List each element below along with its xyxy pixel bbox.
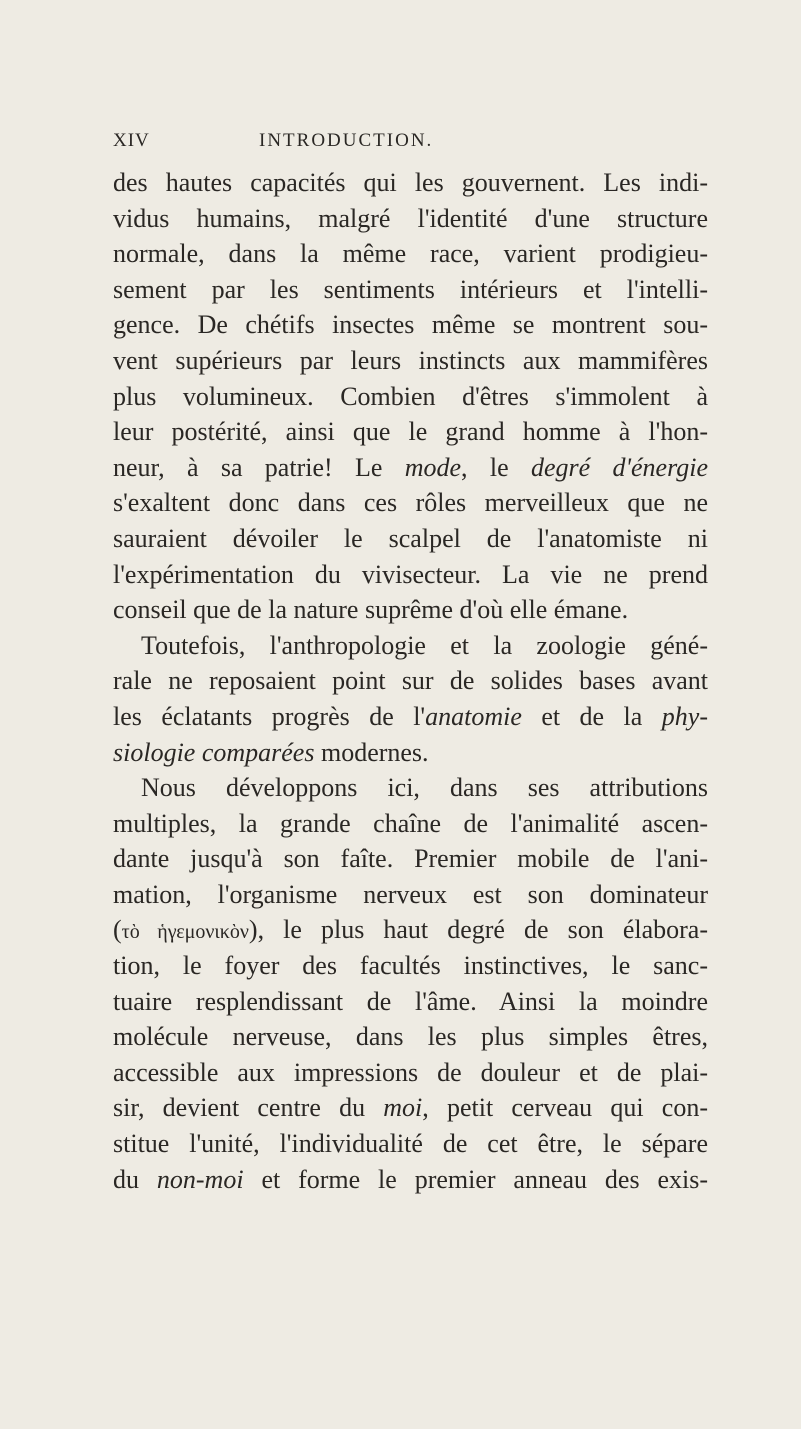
italic-term: moi	[383, 1093, 423, 1123]
text-line: normale, dans la même race, varient prodigieu-	[113, 239, 708, 269]
italic-term: mode	[404, 452, 462, 482]
italic-term: non-moi	[156, 1164, 244, 1194]
text-line: les éclatants progrès de l'anatomie et de la phy-	[113, 701, 708, 731]
text-line: conseil que de la nature suprême d'où elle émane.	[113, 595, 629, 625]
text-line: (τὸ ἡγεμονικὸν), le plus haut degré de son élabora-	[113, 915, 708, 945]
text-line: plus volumineux. Combien d'êtres s'immolent à	[113, 381, 708, 411]
text-line: sauraient dévoiler le scalpel de l'anatomiste ni	[113, 523, 708, 553]
italic-term: siologie comparées	[113, 737, 315, 767]
text-line: dante jusqu'à son faîte. Premier mobile de l'ani-	[113, 844, 708, 874]
text-line: vent supérieurs par leurs instincts aux mammifères	[113, 345, 708, 375]
body-text	[113, 165, 708, 1197]
text-line: mation, l'organisme nerveux est son dominateur	[113, 879, 708, 909]
text-line: stitue l'unité, l'individualité de cet être, le sépare	[113, 1129, 708, 1159]
text-line: des hautes capacités qui les gouvernent. Les indi-	[113, 168, 708, 197]
text-line: tion, le foyer des facultés instinctives, le sanc-	[113, 951, 708, 981]
text-line: gence. De chétifs insectes même se montrent sou-	[113, 310, 708, 340]
italic-term: anatomie	[425, 701, 522, 731]
page-number: XIV	[113, 130, 150, 151]
running-title: INTRODUCTION.	[259, 130, 434, 151]
text-line: siologie comparées modernes.	[113, 737, 429, 767]
text-line: multiples, la grande chaîne de l'animalité ascen-	[113, 808, 708, 838]
text-line: tuaire resplendissant de l'âme. Ainsi la moindre	[113, 986, 708, 1016]
text-line: Toutefois, l'anthropologie et la zoologie géné-	[141, 630, 708, 660]
text-line: l'expérimentation du vivisecteur. La vie ne prend	[113, 559, 708, 589]
text-line: leur postérité, ainsi que le grand homme à l'hon-	[113, 417, 708, 447]
italic-term: phy-	[661, 701, 708, 731]
text-line: molécule nerveuse, dans les plus simples êtres,	[113, 1022, 708, 1052]
text-line: s'exaltent donc dans ces rôles merveilleux que ne	[113, 488, 708, 518]
text-line: Nous développons ici, dans ses attributions	[141, 773, 708, 803]
greek-term: τὸ ἡγεμονικὸν	[121, 921, 249, 944]
italic-term: degré d'énergie	[530, 452, 709, 482]
text-line: vidus humains, malgré l'identité d'une structure	[113, 203, 708, 233]
text-line: rale ne reposaient point sur de solides bases avant	[113, 666, 708, 696]
text-line: sir, devient centre du moi, petit cerveau qui con-	[113, 1093, 708, 1123]
text-line: du non-moi et forme le premier anneau des exis-	[113, 1164, 708, 1194]
running-head	[113, 130, 673, 160]
text-line: neur, à sa patrie! Le mode, le degré d'énergie	[113, 452, 709, 482]
text-line: sement par les sentiments intérieurs et l'intelli-	[113, 274, 708, 304]
text-line: accessible aux impressions de douleur et de plai-	[113, 1057, 708, 1087]
